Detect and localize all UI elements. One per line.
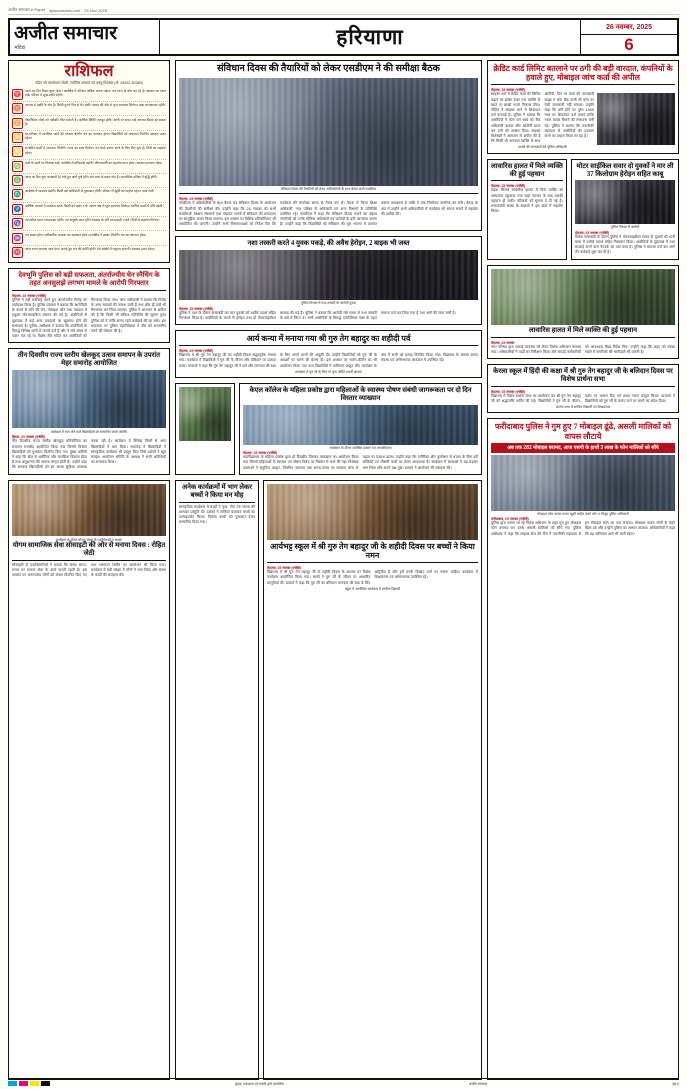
article-body: एसडीएम ने अधिकारियों के साथ बैठक कर संविधान दिवस के आयोजन की तैयारियों की समीक्षा की। उन्होंने कहा कि 26 नवम्बर को सभी कार्यालयों, शिक्षण संस्थानों तथा पंचायत भवनों में संविधान की प्रस्तावना का सामूहिक वाचन किया जाएगा। इस अवसर पर विभिन्न प्रतियोगिताएं भी आयोजित की जाएंगी। उन्होंने सभी विभागाध्यक्षों को निर्देश दिए कि कार्यक्रम की रूपरेखा समय से तैयार कर लें। बैठक में जिला शिक्षा अधिकारी, नगर परिषद के अधिकारी एवं अन्य विभागों के प्रतिनिधि उपस्थित रहे। एसडीएम ने कहा कि संविधान दिवस मनाने का उद्देश्य नागरिकों को उनके मौलिक अधिकारों एवं कर्तव्यों के प्रति जागरूक करना है। उन्होंने कहा कि विद्यार्थियों को संविधान की मूल भावना से अवगत कराना आवश्यक है ताकि वे एक जिम्मेदार नागरिक बन सकें। बैठक के अंत में उन्होंने सभी अधिकारियों से कार्यक्रम को सफल बनाने में सहयोग की अपील की। (179, 201, 478, 227)
list-item (12, 246, 166, 259)
rashifal-list (12, 88, 166, 260)
article-womens-cell (239, 383, 482, 475)
list-item (12, 116, 166, 130)
browser-url: ajitsamachar.com (49, 7, 81, 13)
article-missing-person (487, 159, 567, 260)
photo-caption: मोबाइल फोन वापस पाकर खुशी जाहिर करते लोग व मौजूद पुलिस अधिकारी (537, 511, 629, 516)
rule (491, 337, 675, 338)
browser-date: 25 Nov 2025 (84, 7, 107, 13)
article-banner (491, 443, 675, 453)
article-headline: अनेक कार्यक्रमों में भाग लेकर बच्चों ने किया मन मोह (182, 483, 252, 499)
article-headline: तीन दिवसीय राज्य स्तरीय खेलकूद उत्सव समापन के उपरांत मेहर समारोह आयोजित (17, 352, 161, 368)
list-item (12, 102, 166, 116)
article-constitution-day (175, 60, 482, 231)
article-mobile-recovery (487, 418, 679, 1080)
article-cleanliness-drive (487, 265, 679, 359)
article-photo (491, 269, 675, 325)
article-kids-programs (175, 480, 259, 1080)
article-society-service (8, 480, 170, 1080)
article-heroin-seizure (571, 159, 679, 260)
article-dateline: रोहतक, 25 नवम्बर (एजेंसी) (491, 389, 526, 394)
article-photo (597, 93, 675, 145)
article-photo (179, 78, 478, 186)
list-item (12, 131, 166, 145)
article-body: सड़क किनारे लावारिस हालत में मिले व्यक्ति को अस्पताल पहुंचाया गया जहां उपचार के बाद उसकी पहचान हो सकी। परिजनों को सूचना दे दी गई है। समाजसेवी संस्था के सदस्यों ने इस कार्य में सहयोग किया। (491, 188, 563, 214)
article-headline: देवभूमि पुलिस को बड़ी सफलता, अंतर्राज्यीय चेन स्नैचिंग के तहत अनसुलझे लगभग मामले के आरोपी गिरफ्तार (18, 272, 160, 287)
article-credit-card-fraud (487, 60, 679, 154)
rashifal-text: मन प्रसन्न रहेगा। पारिवारिक समस्या का समाधान होगा। कार्यक्षेत्र में प्रशंसा मिलेगी। धन का आगमन होगा। (25, 232, 147, 237)
list-item (12, 217, 166, 231)
photo-caption: कार्यक्रम के दौरान मौजूद संस्था के पदाधिकारी व सदस्य (55, 537, 123, 542)
rashifal-text: घर-परिवार में मांगलिक कार्य की योजना बनेगी। धन का आगमन होगा। विद्यार्थियों को सफलता मिलेगी। स्वास्थ्य उत्तम रहेगा। (25, 131, 166, 141)
article-body: विद्यालय में श्री गुरु तेग बहादुर जी का शहीदी दिवस श्रद्धापूर्वक मनाया गया। कार्यक्रम में विद्यार्थियों ने गुरु जी के जीवन और बलिदान पर प्रकाश डाला। प्राचार्या ने कहा कि गुरु तेग बहादुर जी ने धर्म और मानवता की रक्षा के लिए अपने प्राणों की आहुति दी। उन्होंने विद्यार्थियों को गुरु जी के आदर्शों पर चलने की प्रेरणा दी। इस अवसर पर भजन-कीर्तन का भी आयोजन किया गया तथा विद्यार्थियों ने कविताएं प्रस्तुत कीं। कार्यक्रम के अंत में सभी को प्रसाद वितरित किया गया। विद्यालय के समस्त स्टाफ सदस्य एवं अभिभावक कार्यक्रम में उपस्थित रहे। (179, 353, 478, 368)
paper-edition: भटिंडा (14, 44, 26, 51)
article-dateline: रोहतक, 25 नवम्बर (एजेंसी) (575, 230, 610, 235)
page-number: 6 (624, 35, 634, 54)
aquarius-icon: ♒ (12, 233, 23, 244)
article-photo (243, 405, 478, 445)
article-photo-block (175, 383, 235, 475)
paper-title: अजीत समाचार (14, 22, 117, 44)
article-headline: क्रेडिट कार्ड लिमिट बतलाने पर ठगी की बड़ी वारदात, कंपनियों के हवाले हुए, मोबाइल जांच कर्ता की अपील (493, 64, 673, 83)
article-body: साइबर ठगों ने क्रेडिट कार्ड की लिमिट बढ़ाने का झांसा देकर एक व्यक्ति के खाते से लाखों रुपये निकाल लिए। पीड़ित ने साइबर थाने में शिकायत दर्ज करवाई है। पुलिस ने बताया कि आरोपियों ने फोन कर स्वयं को बैंक अधिकारी बताया और ओटीपी प्राप्त कर ठगी को अंजाम दिया। साइबर विशेषज्ञों ने आमजन से अपील की है कि किसी भी अनजान व्यक्ति के साथ ओटीपी, पिन या कार्ड की जानकारी साझा न करें। बैंक कभी भी फोन पर ऐसी जानकारी नहीं मांगता। उन्होंने कहा कि ठगी होने पर तुरंत 1930 नंबर पर शिकायत दर्ज कराएं ताकि रकम वापस मिलने की संभावना बनी रहे। पुलिस ने बताया कि तकनीकी सहायता से आरोपियों की पहचान करने का प्रयास किया जा रहा है। (491, 92, 594, 144)
list-item (12, 203, 166, 217)
rule (12, 290, 166, 291)
rule (12, 560, 166, 561)
article-photo (267, 484, 478, 540)
rashifal-text: आर्थिक मामलों में सतर्कता बरतें। किसी को उधार न दें। संतान पक्ष से शुभ समाचार मिलेगा। धार्मिक कार्यों में रुचि बढ़ेगी। (25, 203, 164, 208)
leo-icon: ♌ (12, 146, 23, 157)
gemini-icon: ♊ (12, 118, 23, 129)
article-headline: केरला स्कूल में हिंदी की कक्षा में श्री गुरु तेग बहादुर जी के बलिदान दिवस पर विशेष प्रार्थना सभा (493, 367, 673, 383)
article-dateline: रोहतक, 25 नवम्बर (एजेंसी) (179, 349, 214, 354)
article-photo (12, 484, 166, 536)
rashifal-subtitle: पंडित श्री कमलेश्वर जोशी, ज्योतिष आचार्य एवं वास्तु विशेषज्ञ (मो. 94632-83380) (35, 81, 143, 85)
article-kerala-school (487, 364, 679, 413)
column-left (8, 60, 170, 1080)
rule (267, 562, 478, 563)
article-body: नगर परिषद द्वारा सफाई व्यवस्था को लेकर विशेष अभियान चलाया गया। अधिकारियों ने वार्डों का निरीक्षण किया और सफाई कर्मचारियों को आवश्यक दिशा-निर्देश दिए। उन्होंने कहा कि शहर को स्वच्छ रखने में नागरिकों की भागीदारी भी जरूरी है। (491, 344, 675, 354)
rashifal-text: नौकरीपेशा लोगों को पदोन्नति मिल सकती है। आर्थिक स्थिति मजबूत होगी। वाणी पर संयम रखें अन्यथा विवाद हो सकता है। (25, 117, 166, 126)
article-body: तीन दिवसीय राज्य स्तरीय खेलकूद प्रतियोगिता का समापन समारोह आयोजित किया गया जिसमें विजेता खिलाड़ियों को पुरस्कार वितरित किए गए। मुख्य अतिथि ने कहा कि खेल से शारीरिक और मानसिक विकास होता है तथा अनुशासन की भावना जागृत होती है। उन्होंने कहा कि सरकार खिलाड़ियों को हर संभव सुविधा उपलब्ध करवा रही है। कार्यक्रम में विभिन्न जिलों से आए खिलाड़ियों ने भाग लिया। समारोह में खिलाड़ियों ने सांस्कृतिक कार्यक्रम भी प्रस्तुत किए जिसे दर्शकों ने खूब सराहा। आयोजन समिति के अध्यक्ष ने सभी अतिथियों का धन्यवाद किया। (12, 439, 166, 470)
article-sports-meet (8, 348, 170, 474)
photo-caption: पुलिस गिरफ्त में नशा तस्करी के आरोपी युवक (301, 301, 356, 306)
article-drug-arrest (175, 236, 482, 325)
article-body: विद्यालय में श्री गुरु तेग बहादुर जी के शहीदी दिवस के अवसर पर विशेष कार्यक्रम आयोजित किया गया। बच्चों ने गुरु जी के जीवन पर आधारित प्रस्तुतियां दीं। प्राचार्य ने कहा कि गुरु जी का बलिदान मानवता की रक्षा के लिए अद्वितीय है और हमें उनके दिखाए मार्ग पर चलना चाहिए। कार्यक्रम में शिक्षकगण एवं अभिभावक उपस्थित रहे। (267, 570, 478, 585)
article-headline: लावारिस हालत में मिले व्यक्ति की हुई पहचान (528, 326, 638, 334)
rashifal-text: आज भाग्य आपका साथ देगा। अटके हुए धन की प्राप्ति होगी। प्रेम संबंधों में मधुरता आएगी। स्वास्थ्य उत्तम रहेगा। (25, 246, 155, 251)
article-police-seizure (8, 268, 170, 343)
article-dateline: फरीदाबाद, 25 नवम्बर (एजेंसी) (491, 517, 529, 522)
column-center (175, 60, 482, 1080)
list-item (12, 231, 166, 245)
article-dateline: रोहतक, 25 नवम्बर (एजेंसी) (491, 88, 526, 93)
masthead-section (160, 20, 581, 54)
rashifal-box (8, 60, 170, 263)
article-body: पुलिस ने गश्त के दौरान नाकाबंदी कर चार युवकों को नशीले पदार्थ सहित गिरफ्तार किया है। आरोपियों के कब्जे से हेरोइन तथा दो मोटरसाइकिल बरामद की गई हैं। पुलिस ने बताया कि आरोपी लंबे समय से नशा तस्करी के धंधे में लिप्त थे। सभी आरोपियों के विरुद्ध एनडीपीएस एक्ट के तहत मामला दर्ज कर लिया गया है तथा आगे की जांच जारी है। (179, 310, 456, 320)
article-body: सांस्कृतिक कार्यक्रम में बच्चों ने नृत्य, गीत एवं नाटक की शानदार प्रस्तुति दी। दर्शकों ने तालियां बजाकर बच्चों का उत्साहवर्धन किया। विजेता बच्चों को पुरस्कार देकर सम्मानित किया गया। (179, 504, 255, 525)
article-headline: केएल कॉलेज के महिला प्रकोष्ठ द्वारा महिलाओं के स्वास्थ्य पोषण संबंधी जागरूकता पर दो दिन विस्तार व्याख्यान (249, 387, 472, 403)
libra-icon: ♎ (12, 175, 23, 186)
rashifal-text: कार्यक्षेत्र में व्यस्तता बढ़ेगी। किसी बड़े अधिकारी से मुलाकात होगी। परिवार में खुशी का माहौल रहेगा। यात्रा टालें। (25, 189, 155, 194)
page-grid (8, 60, 679, 1080)
list-item (12, 88, 166, 102)
list-item (12, 188, 166, 202)
photo-caption: संविधान दिवस की तैयारियों को लेकर अधिकारियों के साथ बैठक करते एसडीएम (280, 186, 377, 191)
center-midrow (175, 383, 482, 475)
photo-caption: मामले की जानकारी देते पुलिस अधिकारी (518, 145, 567, 150)
masthead (8, 18, 679, 56)
article-headline: संविधान दिवस की तैयारियों को लेकर एसडीएम ने की समीक्षा बैठक (217, 64, 440, 74)
article-headline: योगम सामाजिक सेवा सोसाइटी की ओर से मनाया दिवस : रोहित जेठी (12, 542, 166, 557)
pisces-icon: ♓ (12, 247, 23, 258)
rule (491, 386, 675, 387)
footer-page: पृष्ठ 6 (672, 1082, 679, 1086)
photo-caption: प्रार्थना सभा में शामिल विद्यार्थी एवं शिक्षकगण (555, 404, 611, 409)
right-midrow (487, 159, 679, 260)
footer-imprint: मुद्रक, प्रकाशक एवं स्वामी द्वारा प्रकाशित (234, 1082, 284, 1086)
rashifal-text: व्यर्थ के खर्चों पर नियंत्रण रखें। कार्यक्षेत्र में प्रतिस्पर्धा बढ़ेगी। जीवनसाथी का सहयोग प्राप्त होगा। स्वास्थ्य सामान्य रहेगा। (25, 160, 163, 165)
section-headline: हरियाणा (336, 25, 404, 49)
capricorn-icon: ♑ (12, 218, 23, 229)
article-headline: आर्य कन्या में मनाया गया श्री गुरु तेग बहादुर का शहीदी पर्व (246, 334, 411, 343)
article-aryabhatt-school (263, 480, 482, 1080)
article-photo (575, 180, 675, 224)
photo-caption: स्कूल में आयोजित कार्यक्रम में शामिल विद्यार्थी (345, 586, 400, 591)
rashifal-text: आज का दिन मिला-जुला रहेगा। कार्यक्षेत्र में परिश्रम अधिक करना पड़ेगा। धन लाभ के योग बन रहे हैं। स्वास्थ्य का ध्यान रखें। परिवार में सुख-शांति रहेगी। (25, 88, 166, 98)
article-dateline: रोहतक, 25 नवम्बर (एजेंसी) (179, 306, 214, 311)
article-body: विशेष नाकाबंदी के दौरान पुलिस ने मोटरसाइकिल सवार दो युवकों को भारी मात्रा में नशीले पदार्थ सहित गिरफ्तार किया। आरोपियों से पूछताछ में नशा सप्लाई करने वाले नेटवर्क का पता चला है। पुलिस ने मामला दर्ज कर आगे की कार्रवाई शुरू कर दी है। (575, 234, 675, 255)
issue-date: 26 नवम्बर, 2025 (581, 20, 677, 35)
browser-title: अजीत समाचार e-Paper (8, 7, 46, 12)
page-footer (8, 1078, 679, 1086)
article-body: पुलिस द्वारा चलाए जा रहे विशेष अभियान के तहत गुम हुए मोबाइल फोन बरामद कर उनके असली मालिकों को सौंपे गए। पुलिस अधीक्षक ने कहा कि साइबर सेल की टीम ने तकनीकी सहायता से इन मोबाइल फोन का पता लगाया। मोबाइल पाकर लोगों के चेहरे खिल उठे और उन्होंने पुलिस का आभार जताया। अधिकारियों ने कहा कि यह अभियान आगे भी जारी रहेगा। (491, 521, 676, 536)
masthead-meta (581, 20, 677, 54)
article-photo (179, 387, 231, 441)
article-dateline: रोहतक, 25 नवम्बर (एजेंसी) (491, 184, 526, 189)
rashifal-text: व्यापार में उन्नति के योग हैं। किसी पुराने मित्र से भेंट होगी। संतान की ओर से शुभ समाचार मिलेगा। यात्रा लाभदायक रहेगी। (25, 103, 166, 108)
rashifal-text: व्यापारिक यात्रा लाभदायक रहेगी। नए अनुबंध प्राप्त होंगे। स्वास्थ्य के प्रति लापरवाही न करें। मित्रों से सहयोग मिलेगा। (25, 218, 160, 223)
column-right (487, 60, 679, 1080)
article-body: महाविद्यालय के महिला प्रकोष्ठ द्वारा दो दिवसीय विस्तार व्याख्यान का आयोजन किया गया जिसमें महिलाओं के स्वास्थ्य एवं पोषण विषय पर विस्तार से चर्चा की गई। विशेषज्ञ वक्ताओं ने संतुलित आहार, नियमित व्यायाम तथा समय-समय पर स्वास्थ्य जांच के महत्व पर प्रकाश डाला। उन्होंने कहा कि एनीमिया और कुपोषण से बचाव के लिए हरी सब्जियों एवं मौसमी फलों का सेवन आवश्यक है। कार्यक्रम में छात्राओं ने बढ़-चढ़कर भाग लिया और अपने प्रश्न पूछे। प्राचार्य ने आयोजन की सराहना की। (243, 455, 478, 470)
article-photo (491, 455, 675, 511)
article-body: सोसाइटी के पदाधिकारियों ने बताया कि संस्था समय-समय पर समाज सेवा के कार्य करती रहती है। इस अवसर पर जरूरतमंद लोगों को कंबल वितरित किए गए तथा रक्तदान शिविर का आयोजन भी किया गया। कार्यक्रम में बड़ी संख्या में लोगों ने भाग लिया और संस्था के कार्यों की सराहना की। (12, 562, 166, 578)
rashifal-title: राशिफल (64, 63, 114, 80)
list-item (12, 160, 166, 174)
list-item (12, 145, 166, 159)
article-photo (12, 370, 166, 428)
photo-caption: पुलिस गिरफ्त में आरोपी (610, 225, 640, 230)
article-headline: लावारिस हालत में मिले व्यक्ति की हुई पहचान (491, 162, 563, 178)
rule (179, 193, 478, 194)
center-lowrow (175, 480, 482, 1080)
footer-brand: अजीत समाचार (468, 1082, 488, 1086)
masthead-brand (10, 20, 160, 54)
sagittarius-icon: ♐ (12, 204, 23, 215)
article-headline: फरीदाबाद पुलिस ने गुम हुए 7 मोबाइल ढूंढे, असली मालिकों को वापस लौटाये (494, 422, 672, 441)
article-headline: आर्यभट्ट स्कूल में श्री गुरु तेग बहादुर जी के शहीदी दिवस पर बच्चों ने किया नमन (270, 541, 475, 561)
article-arya-kanya (175, 330, 482, 378)
rule (179, 345, 478, 346)
article-body: विद्यालय में विशेष प्रार्थना सभा का आयोजन कर श्री गुरु तेग बहादुर जी को श्रद्धांजलि अर्पित की गई। विद्यार्थियों ने गुरु जी के जीवन-दर्शन पर भाषण दिए एवं शबद गायन प्रस्तुत किया। प्राचार्या ने विद्यार्थियों को गुरु जी के बताए मार्ग पर चलने का संदेश दिया। (491, 393, 675, 403)
article-dateline: रोहतक, 25 नवम्बर (एजेंसी) (179, 197, 214, 202)
rashifal-text: राजकीय कार्यों में सफलता मिलेगी। भाग्य का साथ मिलेगा। नए कार्य आरंभ करने के लिए दिन शुभ है। मित्रों का सहयोग रहेगा। (25, 146, 166, 155)
article-body: पुलिस ने बड़ी कार्रवाई करते हुए अंतर्राज्यीय गिरोह का पर्दाफाश किया है। पुलिस प्रवक्ता ने बताया कि आरोपियों के कब्जे से सोने की चेन, मोबाइल फोन तथा वारदात में प्रयुक्त मोटरसाइकिल बरामद की गई है। आरोपियों से पूछताछ में कई अन्य वारदातों का खुलासा होने की संभावना है। पुलिस अधीक्षक ने बताया कि आरोपियों के विरुद्ध विभिन्न थानों में मामले दर्ज हैं और वे लंबे समय से फरार चल रहे थे। विशेष टीम गठित कर आरोपियों को गिरफ्तार किया गया। जांच अधिकारी ने बताया कि गिरोह के अन्य सदस्यों की तलाश जारी है तथा शीघ्र ही उन्हें भी गिरफ्तार कर लिया जाएगा। पुलिस ने आमजन से अपील की है कि किसी भी संदिग्ध गतिविधि की सूचना तुरंत पुलिस को दें ताकि समय रहते कार्रवाई की जा सके। इस सफलता पर पुलिस महानिदेशक ने टीम को सम्मानित करने की घोषणा की है। (12, 297, 166, 339)
article-dateline: हिसार, 25 नवम्बर (एजेंसी) (12, 435, 45, 440)
cancer-icon: ♋ (12, 132, 23, 143)
article-photo (179, 250, 478, 300)
article-headline: मोटर साईकिल सवार दो युवकों ने मार ली 37 किलोग्राम हेरोइन सहित काबू (576, 162, 674, 178)
article-headline: नशा तस्करी करते 4 युवक पकड़े, की अवैध हेरोइन, 2 बाइक भी जब्त (247, 240, 410, 248)
photo-caption: व्याख्यान के दौरान उपस्थित छात्राएं एवं अध्यापिकाएं (329, 445, 392, 450)
article-dateline: रोहतक, 25 नवम्बर (491, 340, 515, 345)
aries-icon: ♈ (12, 89, 23, 100)
article-dateline: रोहतक, 25 नवम्बर (एजेंसी) (267, 566, 302, 571)
rule (179, 502, 255, 503)
cmyk-registration-marks (8, 1081, 50, 1086)
taurus-icon: ♉ (12, 103, 23, 114)
list-item (12, 174, 166, 188)
article-dateline: रोहतक, 25 नवम्बर (एजेंसी) (12, 293, 47, 298)
browser-top-strip (8, 6, 679, 15)
virgo-icon: ♍ (12, 161, 23, 172)
rule (491, 180, 563, 181)
article-dateline: रोहतक, 25 नवम्बर (एजेंसी) (243, 451, 278, 456)
rashifal-text: आज का दिन शुभ फलदायी है। रुके हुए कार्य पूर्ण होंगे। धन लाभ के प्रबल योग हैं। सामाजिक प्रतिष्ठा में वृद्धि होगी। (25, 175, 158, 180)
scorpio-icon: ♏ (12, 189, 23, 200)
photo-caption: कार्यक्रम में गुरु जी के चित्र पर पुष्प अर्पित करतीं छात्राएं (295, 369, 362, 374)
rule (491, 84, 675, 85)
banner-text: अब तक 282 मोबाइल बरामद, आज एसपी के हाथों 3 लाख के फोन मालिकों को सौंपे (507, 444, 659, 451)
photo-caption: कार्यक्रम में भाग लेने वाले खिलाड़ियों को सम्मानित करते अतिथि (50, 430, 128, 435)
